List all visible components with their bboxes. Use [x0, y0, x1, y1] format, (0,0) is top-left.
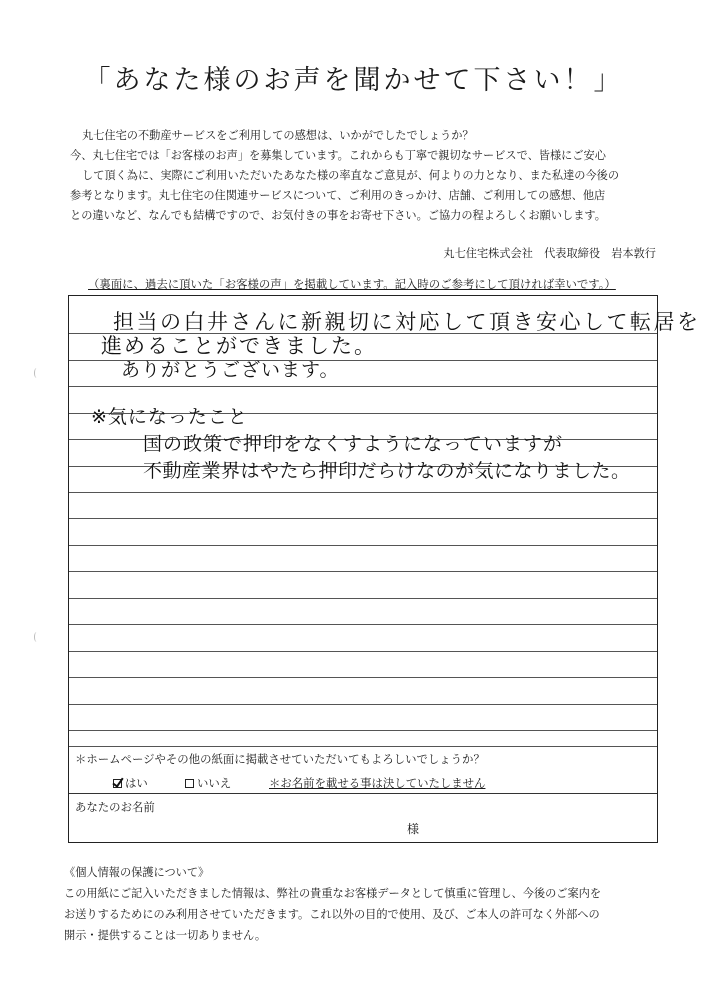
- handwritten-line: ※気になったこと: [91, 406, 248, 428]
- consent-question: ＊ホームページやその他の紙面に掲載させていただいてもよろしいでしょうか？: [75, 752, 485, 766]
- intro-line: して頂く為に、実際にご利用いただいたあなた様の率直なご意見が、何よりの力となり、また私達の今後の: [82, 169, 620, 182]
- privacy-line: お送りするためにのみ利用させていただきます。これ以外の目的で使用、及び、ご本人の許可なく外部への: [64, 908, 600, 921]
- ruled-line: [69, 730, 657, 731]
- handwritten-line: 不動産業界はやたら押印だらけなのが気になりました。: [143, 460, 631, 482]
- yes-checkbox[interactable]: [113, 779, 122, 788]
- no-checkbox[interactable]: [185, 779, 194, 788]
- signature: 丸七住宅株式会社 代表取締役 岩本敦行: [443, 247, 656, 260]
- name-privacy-note: ＊お名前を載せる事は決していたしません: [269, 776, 486, 790]
- ruled-line: [69, 651, 657, 652]
- privacy-notice: [64, 862, 684, 946]
- handwritten-line: 国の政策で押印をなくすようになっていますが: [143, 433, 564, 455]
- intro-line: 今、丸七住宅では「お客様のお声」を募集しています。これからも丁寧で親切なサービスで、皆様にご安心: [70, 149, 606, 162]
- comment-form-box: [68, 295, 701, 843]
- ruled-line: [69, 677, 657, 678]
- handwritten-line: 進めることができました。: [101, 334, 377, 358]
- divider: [69, 793, 657, 794]
- ruled-line: [69, 518, 657, 519]
- ruled-line: [69, 386, 657, 387]
- ruled-line: [69, 571, 657, 572]
- intro-line: との違いなど、なんでも結構ですので、お気付きの事をお寄せ下さい。ご協力の程よろしくお願いします。: [70, 209, 606, 222]
- name-suffix: 様: [407, 822, 420, 836]
- privacy-line: この用紙にご記入いただきました情報は、弊社の貴重なお客様データとして慎重に管理し、今後のご案内を: [64, 887, 602, 900]
- intro-line: 参考となります。丸七住宅の住関連サービスについて、ご利用のきっかけ、店舗、ご利用しての感想、他店: [70, 189, 606, 202]
- notice-underlined: （裏面に、過去に頂いた「お客様の声」を掲載しています。記入時のご参考にして頂ければ幸いです。）: [88, 277, 616, 291]
- punch-hole-mark: [34, 368, 39, 378]
- privacy-line: 開示・提供することは一切ありません。: [64, 929, 267, 942]
- no-label: いいえ: [197, 776, 232, 790]
- intro-line: 丸七住宅の不動産サービスをご利用しての感想は、いかがでしたでしょうか？: [82, 129, 474, 142]
- ruled-writing-area[interactable]: [69, 296, 701, 746]
- privacy-heading: 《個人情報の保護について》: [64, 866, 210, 879]
- ruled-line: [69, 624, 657, 625]
- handwritten-line: 担当の白井さんに新親切に対応して頂き安心して転居を: [113, 310, 701, 334]
- notice-text: [88, 276, 668, 292]
- ruled-line: [69, 545, 657, 546]
- ruled-line: [69, 746, 657, 747]
- intro-text: [70, 126, 670, 226]
- yes-label: はい: [125, 776, 148, 790]
- consent-yes-option[interactable]: [113, 775, 148, 791]
- name-field-label: あなたのお名前: [75, 800, 155, 814]
- ruled-line: [69, 492, 657, 493]
- page-title: 「あなた様のお声を聞かせて下さい！」: [83, 65, 624, 96]
- ruled-line: [69, 598, 657, 599]
- consent-no-option[interactable]: [185, 775, 231, 791]
- handwritten-line: ありがとうございます。: [121, 359, 340, 381]
- ruled-line: [69, 704, 657, 705]
- punch-hole-mark: [34, 632, 39, 642]
